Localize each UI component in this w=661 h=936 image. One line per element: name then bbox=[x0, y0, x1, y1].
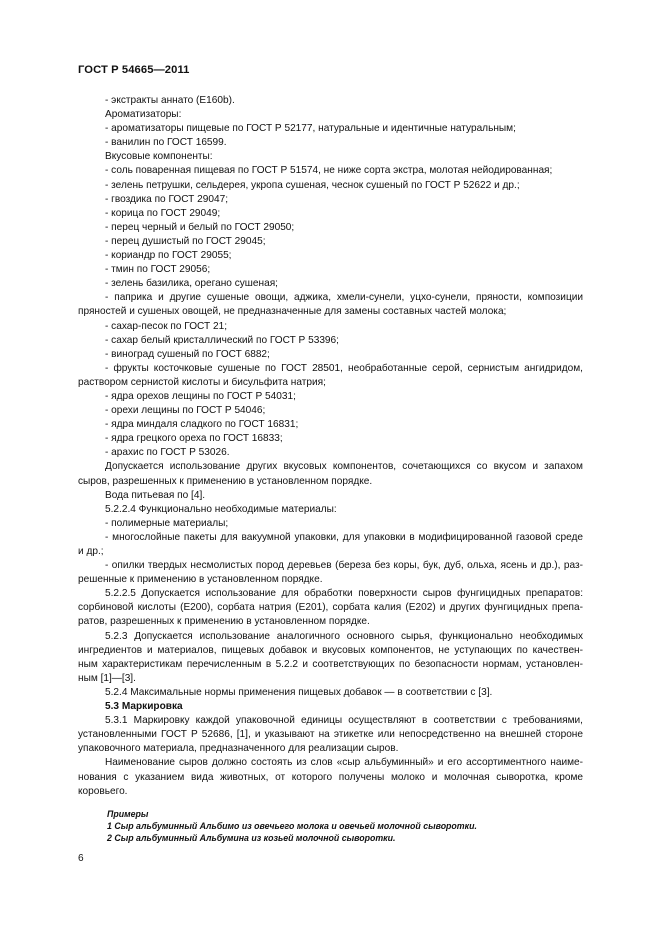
list-item: - тмин по ГОСТ 29056; bbox=[105, 264, 211, 276]
section-heading-5-3: 5.3 Маркировка bbox=[105, 701, 183, 713]
clause-5-3-1: 5.3.1 Маркировку каждой упаковочной единицы осуществляют в соответствии с требованиями, bbox=[105, 715, 583, 727]
list-item: - ядра грецкого ореха по ГОСТ 16833; bbox=[105, 433, 283, 445]
subheading-taste-components: Вкусовые компоненты: bbox=[105, 151, 213, 163]
document-body bbox=[78, 94, 583, 844]
list-item: - ядра миндаля сладкого по ГОСТ 16831; bbox=[105, 419, 299, 431]
paragraph-line: ингредиентов и материалов, пищевых добавок и вкусовых компонентов, не уступающих по качествен- bbox=[78, 644, 583, 656]
list-item: - сахар-песок по ГОСТ 21; bbox=[105, 320, 228, 332]
list-item: - зелень петрушки, сельдерея, укропа сушеная, чеснок сушеный по ГОСТ Р 52622 и др.; bbox=[105, 179, 520, 191]
list-item: - перец черный и белый по ГОСТ 29050; bbox=[105, 221, 295, 233]
paragraph-line: коровьего. bbox=[78, 785, 128, 797]
clause-5-2-2-5: 5.2.2.5 Допускается использование для обработки поверхности сыров фунгицидных препаратов: bbox=[105, 588, 583, 600]
paragraph-line: сыров, разрешенных к применению в установленном порядке. bbox=[78, 475, 373, 487]
list-item-continuation: пряностей и сушеных овощей, не предназначенные для замены составных частей молока; bbox=[78, 306, 507, 318]
paragraph-line: ным [1]—[3]. bbox=[78, 672, 136, 684]
paragraph-line: Допускается использование других вкусовых компонентов, сочетающихся со вкусом и запахом bbox=[105, 461, 583, 473]
list-item: - ароматизаторы пищевые по ГОСТ Р 52177, натуральные и идентичные натуральным; bbox=[105, 123, 516, 135]
paragraph-line: ным характеристикам перечисленным в 5.2.2 и соответствующих по безопасности нормам, установлен- bbox=[78, 658, 583, 670]
example-item: 1 Сыр альбуминный Альбимо из овечьего молока и овечьей молочной сыворотки. bbox=[107, 820, 477, 831]
clause-5-2-2-4: 5.2.2.4 Функционально необходимые материалы: bbox=[105, 503, 337, 515]
examples-note bbox=[78, 808, 583, 844]
list-item: - экстракты аннато (Е160b). bbox=[105, 95, 235, 106]
list-item: - полимерные материалы; bbox=[105, 517, 229, 529]
list-item: - ядра орехов лещины по ГОСТ Р 54031; bbox=[105, 390, 296, 402]
list-item: - многослойные пакеты для вакуумной упаковки, для упаковки в модифицированной газовой среде bbox=[105, 531, 583, 543]
list-item: - опилки твердых несмолистых пород деревьев (береза без коры, бук, дуб, ольха, ясень и др.), раз- bbox=[105, 560, 583, 572]
list-item: - фрукты косточковые сушеные по ГОСТ 28501, необработанные серой, сернистым ангидридом, bbox=[105, 362, 583, 374]
list-item: - паприка и другие сушеные овощи, аджика, хмели-сунели, уцхо-сунели, пряности, композиции bbox=[105, 292, 583, 304]
list-item: - зелень базилика, орегано сушеная; bbox=[105, 278, 278, 290]
paragraph-line: упаковочного материала, предназначенного для реализации сыров. bbox=[78, 743, 399, 755]
list-item: - сахар белый кристаллический по ГОСТ Р 53396; bbox=[105, 334, 339, 346]
example-item: 2 Сыр альбуминный Альбумина из козьей молочной сыворотки. bbox=[107, 832, 396, 843]
paragraph-line: ратов, разрешенных к применению в установленном порядке. bbox=[78, 616, 370, 628]
list-item: - орехи лещины по ГОСТ Р 54046; bbox=[105, 405, 266, 417]
list-item: - арахис по ГОСТ Р 53026. bbox=[105, 447, 230, 459]
list-item: - ванилин по ГОСТ 16599. bbox=[105, 137, 227, 149]
document-header: ГОСТ Р 54665—2011 bbox=[78, 64, 190, 76]
list-item-continuation: решенные к применению в установленном порядке. bbox=[78, 574, 323, 586]
clause-5-2-3: 5.2.3 Допускается использование аналогичного основного сырья, функционально необходимых bbox=[105, 630, 583, 642]
list-item-continuation: и др.; bbox=[78, 546, 104, 557]
list-item: - корица по ГОСТ 29049; bbox=[105, 207, 221, 219]
list-item: - соль поваренная пищевая по ГОСТ Р 51574, не ниже сорта экстра, молотая нейодированная; bbox=[105, 165, 553, 177]
subheading-flavorings: Ароматизаторы: bbox=[105, 109, 182, 121]
paragraph-line: сорбиновой кислоты (Е200), сорбата натрия (Е201), сорбата калия (Е202) и других фунгицидных препа- bbox=[78, 602, 583, 614]
list-item: - перец душистый по ГОСТ 29045; bbox=[105, 235, 266, 247]
examples-title: Примеры bbox=[107, 808, 149, 819]
list-item: - виноград сушеный по ГОСТ 6882; bbox=[105, 348, 270, 360]
list-item-continuation: раствором сернистой кислоты и бисульфита натрия; bbox=[78, 376, 326, 388]
paragraph-line: установленными ГОСТ Р 52686, [1], и указывают на этикетке или непосредственно на внешней стороне bbox=[78, 729, 583, 741]
list-item: - гвоздика по ГОСТ 29047; bbox=[105, 193, 229, 205]
paragraph-line: Наименование сыров должно состоять из слов «сыр альбуминный» и его ассортиментного наиме- bbox=[105, 757, 583, 769]
list-item: - кориандр по ГОСТ 29055; bbox=[105, 250, 232, 262]
paragraph-line: Вода питьевая по [4]. bbox=[105, 489, 206, 501]
clause-5-2-4: 5.2.4 Максимальные нормы применения пищевых добавок — в соответствии с [3]. bbox=[105, 686, 493, 698]
paragraph-line: нования с указанием вида животных, от которого получены молоко и молочная сыворотка, кроме bbox=[78, 771, 583, 783]
page-number: 6 bbox=[78, 853, 84, 864]
